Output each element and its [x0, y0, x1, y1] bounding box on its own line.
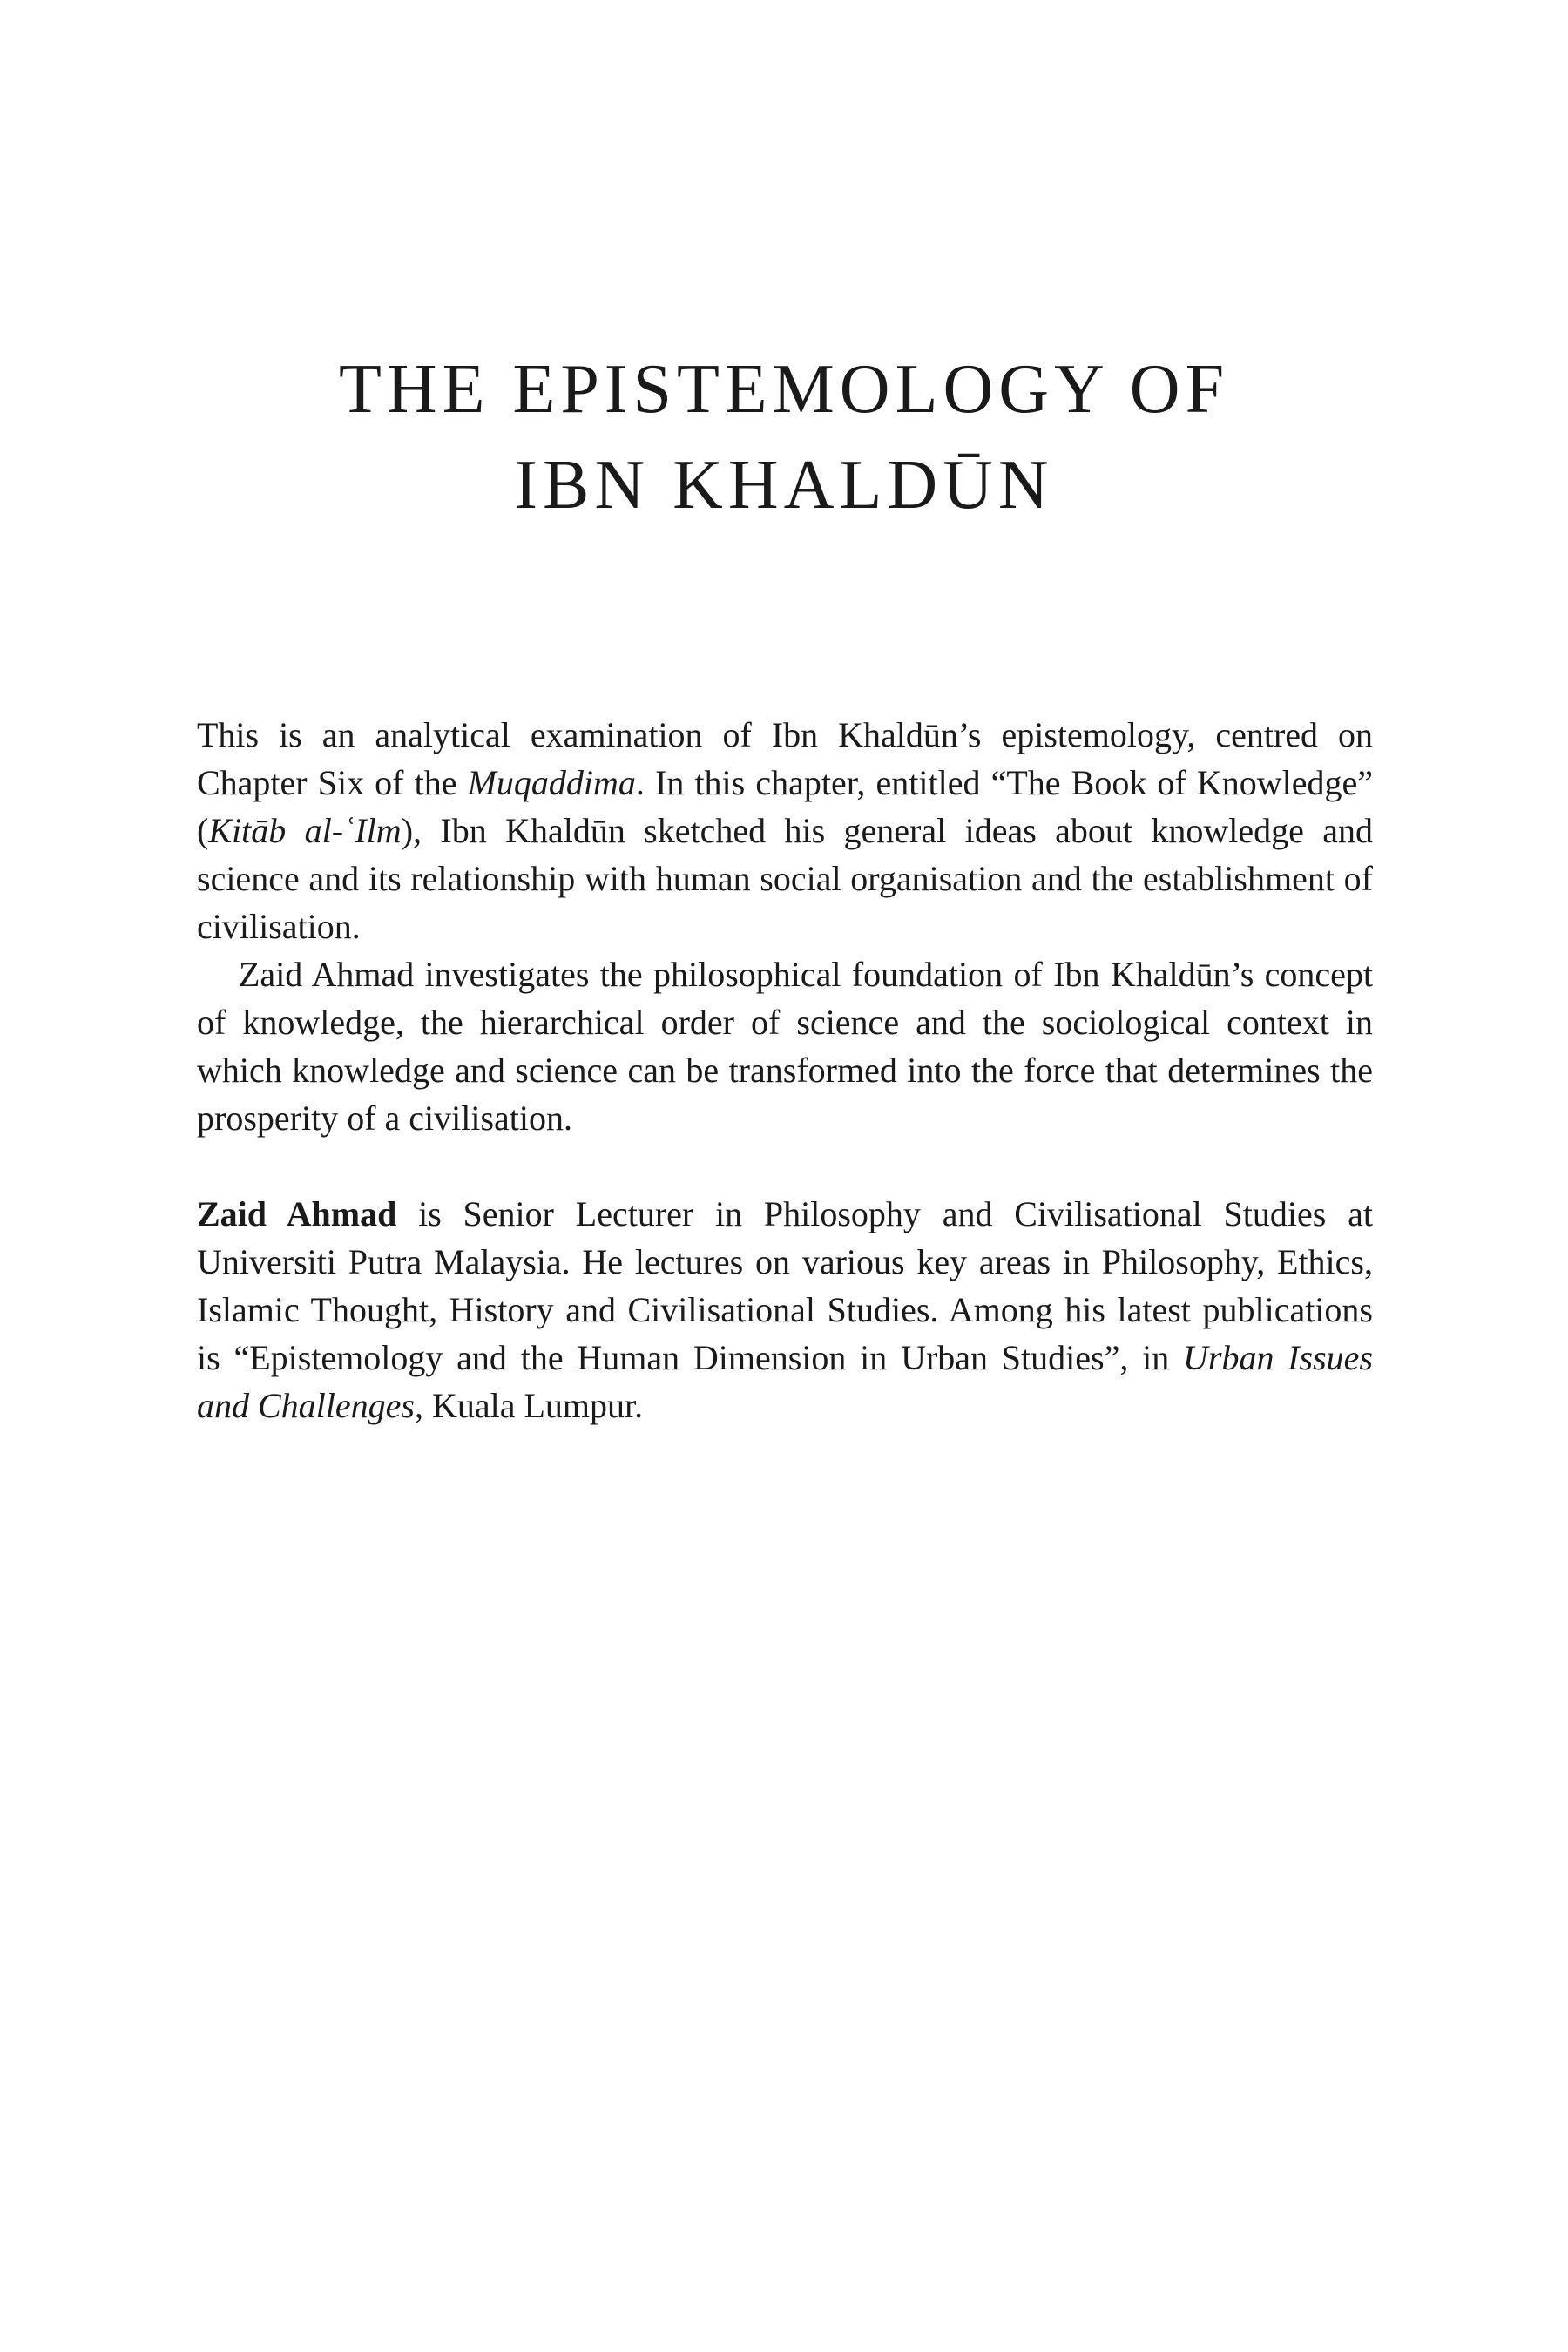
book-title	[0, 341, 1568, 533]
publication-title: Urban Issues and Challenges	[197, 1338, 1373, 1425]
kitab-title: Kitāb al-ʿIlm	[208, 811, 402, 850]
description-paragraph-1	[197, 711, 1373, 950]
description-text: ), Ibn Khaldūn sketched his general ideas about knowledge and science and its relationship with human social organisation and the establishment of civilisation.	[197, 811, 1374, 946]
author-bio-text: , Kuala Lumpur.	[414, 1386, 644, 1425]
muqaddima-title: Muqaddima	[467, 763, 636, 802]
author-bio	[197, 1190, 1373, 1429]
author-name: Zaid Ahmad	[197, 1194, 397, 1233]
description-text: This is an analytical examination of Ibn Khaldūn’s epistemology, centred on Chapter Six of the	[197, 715, 1373, 802]
blurb-content	[197, 711, 1373, 1429]
title-line-2: IBN KHALDŪN	[514, 447, 1054, 524]
author-bio-text: is Senior Lecturer in Philosophy and Civilisational Studies at Universiti Putra Malaysia. He lectures on various key areas in Philosophy, Ethics, Islamic Thought, History and Civilisational Studies. Among his latest publications is “Epistemology and the Human Dimension in Urban Studies”, in	[197, 1194, 1373, 1377]
description-text: . In this chapter, entitled “The Book of Knowledge” (	[197, 763, 1374, 850]
title-line-1: THE EPISTEMOLOGY OF	[338, 351, 1230, 428]
description-paragraph-2: Zaid Ahmad investigates the philosophical foundation of Ibn Khaldūn’s concept of knowledge, the hierarchical order of science and the sociological context in which knowledge and science can be transformed into the force that determines the prosperity of a civilisation.	[197, 955, 1373, 1138]
